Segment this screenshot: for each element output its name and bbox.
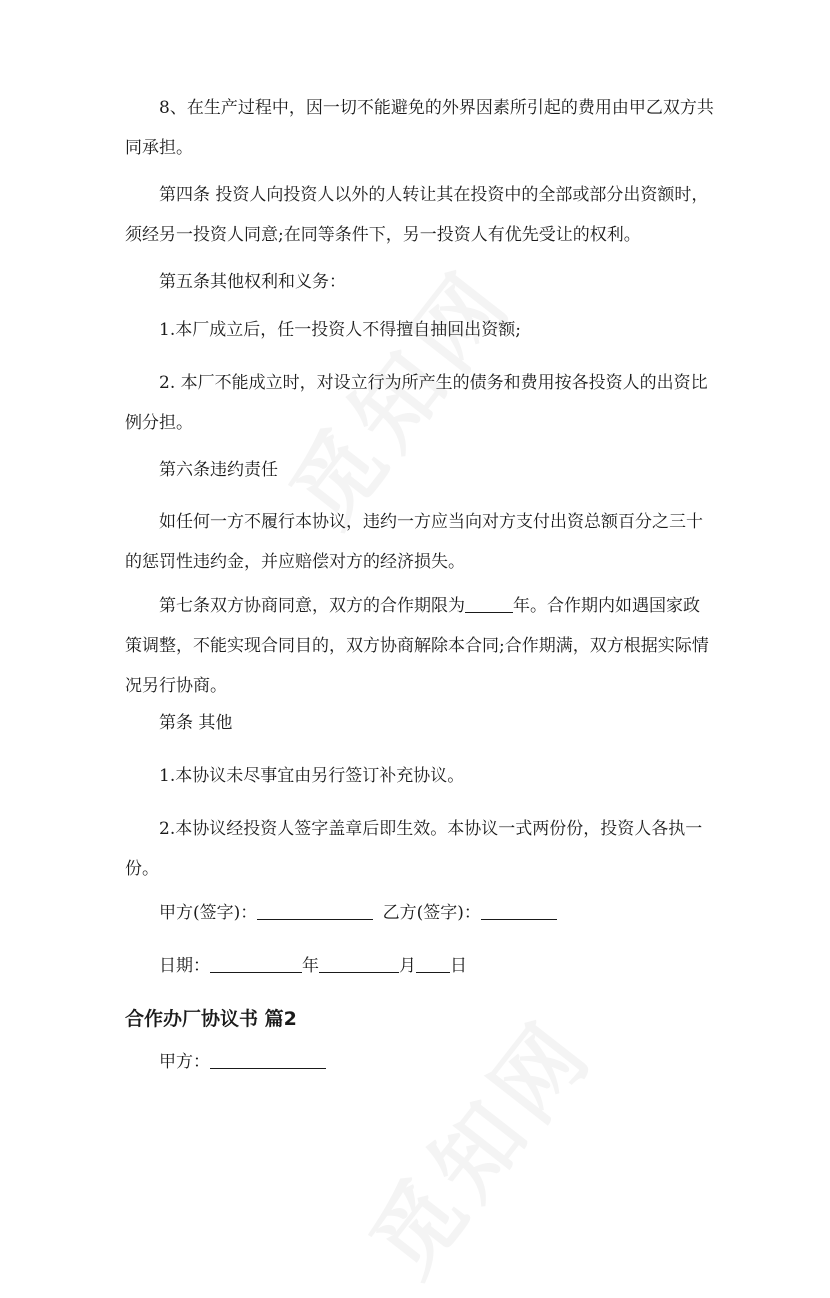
- text-line: 如任何一方不履行本协议，违约一方应当向对方支付出资总额百分之三十: [159, 512, 703, 532]
- paragraph-article-5-item-2: [125, 363, 708, 443]
- party-b-signature-label: 乙方(签字)：: [382, 903, 481, 923]
- paragraph-article-6: [125, 450, 705, 490]
- paragraph-article-other: [125, 703, 705, 743]
- text-line: [125, 946, 705, 986]
- party-b-signature-blank: [481, 901, 557, 920]
- signature-line: [125, 893, 705, 933]
- text-line: 同承担。: [125, 138, 193, 158]
- watermark: [337, 988, 617, 1297]
- paragraph-clause-8: [125, 88, 714, 168]
- text-line: [125, 586, 705, 626]
- paragraph-liability: [125, 502, 705, 582]
- day-label: 日: [450, 956, 467, 976]
- party-a-line: [125, 1042, 705, 1082]
- text-line: 须经另一投资人同意;在同等条件下，另一投资人有优先受让的权利。: [125, 225, 641, 245]
- paragraph-article-4: [125, 175, 709, 255]
- text-line: 2.本协议经投资人签字盖章后即生效。本协议一式两份份，投资人各执一: [159, 819, 703, 839]
- paragraph-other-item-1: [125, 756, 705, 796]
- blank-line-term: [465, 594, 513, 613]
- paragraph-other-item-2: [125, 809, 705, 889]
- party-a-blank: [210, 1050, 326, 1069]
- text-line: 1.本厂成立后，任一投资人不得擅自抽回出资额;: [159, 320, 521, 340]
- text-line: [125, 893, 705, 933]
- text-line: 第六条违约责任: [159, 460, 278, 480]
- date-line: [125, 946, 705, 986]
- text-segment: 第七条双方协商同意，双方的合作期限为: [159, 596, 465, 616]
- text-line: 份。: [125, 859, 159, 879]
- day-blank: [416, 954, 450, 973]
- year-label: 年: [302, 956, 319, 976]
- text-line: 1.本协议未尽事宜由另行签订补充协议。: [159, 766, 465, 786]
- party-a-signature-blank: [257, 901, 373, 920]
- text-segment: 年。合作期内如遇国家政: [513, 596, 700, 616]
- party-a-signature-label: 甲方(签字)：: [159, 903, 258, 923]
- text-line: 第条 其他: [159, 713, 233, 733]
- text-line: 的惩罚性违约金，并应赔偿对方的经济损失。: [125, 552, 465, 572]
- party-a-label: 甲方：: [159, 1052, 210, 1072]
- paragraph-article-7: [125, 586, 709, 706]
- section-title: 合作办厂协议书 篇2: [125, 1008, 297, 1030]
- text-line: 2. 本厂不能成立时，对设立行为所产生的债务和费用按各投资人的出资比: [159, 373, 708, 393]
- text-line: 8、在生产过程中，因一切不能避免的外界因素所引起的费用由甲乙双方共: [159, 98, 714, 118]
- paragraph-article-5-item-1: [125, 310, 705, 350]
- month-blank: [319, 954, 399, 973]
- text-line: 例分担。: [125, 413, 193, 433]
- date-label: 日期：: [159, 956, 210, 976]
- text-line: 第四条 投资人向投资人以外的人转让其在投资中的全部或部分出资额时，: [159, 185, 709, 205]
- text-line: 况另行协商。: [125, 676, 227, 696]
- text-line: [125, 1042, 705, 1082]
- text-line: 策调整，不能实现合同目的，双方协商解除本合同;合作期满，双方根据实际情: [125, 636, 709, 656]
- text-line: 第五条其他权利和义务：: [159, 272, 346, 292]
- month-label: 月: [399, 956, 416, 976]
- year-blank: [210, 954, 302, 973]
- paragraph-article-5: [125, 262, 705, 302]
